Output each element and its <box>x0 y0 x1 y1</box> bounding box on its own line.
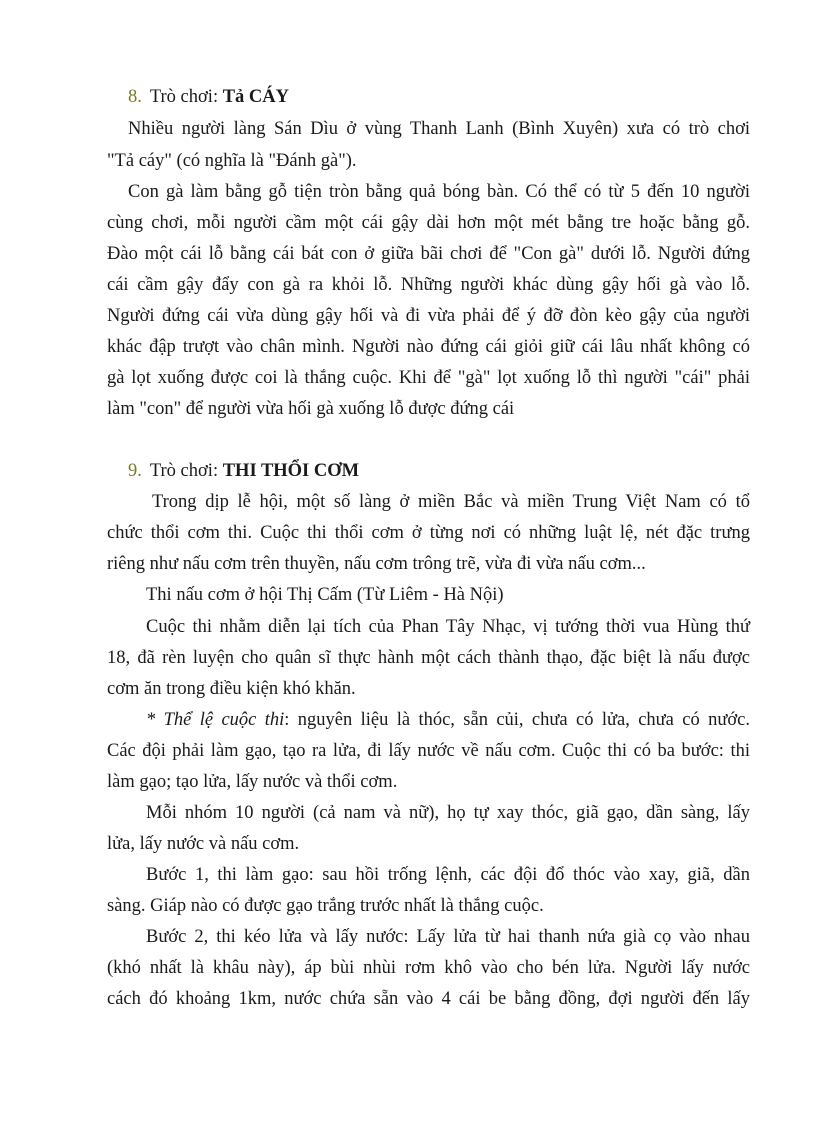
section-9-title: THI THỔI CƠM <box>222 461 360 481</box>
section-8-heading <box>128 82 771 112</box>
section-9-number: 9. <box>128 461 142 481</box>
rules-line <box>146 705 750 735</box>
paragraph-line: "Tả cáy" (có nghĩa là "Đánh gà"). <box>107 151 357 171</box>
section-8-prefix: Trò chơi: <box>149 87 223 107</box>
paragraph-line: lửa, lấy nước và nấu cơm. <box>107 834 300 854</box>
paragraph-line: cơm ăn trong điều kiện khó khăn. <box>107 679 356 699</box>
paragraph-line: làm "con" để người vừa hối gà xuống lỗ được đứng cái <box>107 399 515 419</box>
paragraph-line: Trong dịp lễ hội, một số làng ở miền Bắc và miền Trung Việt Nam có tổ <box>152 492 750 512</box>
section-8-number: 8. <box>128 87 142 107</box>
section-9-heading <box>128 456 771 486</box>
paragraph-line: gà lọt xuống được coi là thắng cuộc. Khi để "gà" lọt xuống lỗ thì người "cái" phải <box>107 368 750 388</box>
subheading: Thi nấu cơm ở hội Thị Cấm (Từ Liêm - Hà Nội) <box>146 585 504 605</box>
paragraph-line: riêng như nấu cơm trên thuyền, nấu cơm trông trẽ, vừa đi vừa nấu cơm... <box>107 554 646 574</box>
paragraph-line: (khó nhất là khâu này), áp bùi nhùi rơm khô vào cho bén lửa. Người lấy nước <box>107 958 750 978</box>
paragraph-line: làm gạo; tạo lửa, lấy nước và thổi cơm. <box>107 772 398 792</box>
paragraph-line: sàng. Giáp nào có được gạo trắng trước nhất là thắng cuộc. <box>107 896 544 916</box>
paragraph-line: Nhiều người làng Sán Dìu ở vùng Thanh Lanh (Bình Xuyên) xưa có trò chơi <box>128 119 750 139</box>
paragraph-line: Con gà làm bằng gỗ tiện tròn bằng quả bóng bàn. Có thể có từ 5 đến 10 người <box>128 182 750 202</box>
section-8-title: Tả CÁY <box>222 87 290 107</box>
paragraph-line: Các đội phải làm gạo, tạo ra lửa, đi lấy nước về nấu cơm. Cuộc thi có ba bước: thi <box>107 741 750 761</box>
rules-label: * Thể lệ cuộc thi <box>146 710 285 730</box>
paragraph-line: Cuộc thi nhằm diễn lại tích của Phan Tây Nhạc, vị tướng thời vua Hùng thứ <box>146 617 750 637</box>
paragraph-line: Đào một cái lỗ bằng cái bát con ở giữa bãi chơi để "Con gà" dưới lỗ. Người đứng <box>107 244 750 264</box>
paragraph-line: cùng chơi, mỗi người cầm một cái gậy dài hơn một mét bằng tre hoặc bằng gỗ. <box>107 213 750 233</box>
paragraph-line: 18, đã rèn luyện cho quân sĩ thực hành một cách thành thạo, đặc biệt là nấu được <box>107 648 750 668</box>
paragraph-line: khác đập trượt vào chân mình. Người nào đứng cái giỏi giữ cái lâu nhất không có <box>107 337 750 357</box>
section-9-prefix: Trò chơi: <box>149 461 223 481</box>
paragraph-line: chức thổi cơm thi. Cuộc thi thổi cơm ở từng nơi có những luật lệ, nét đặc trưng <box>107 523 750 543</box>
paragraph-line: Người đứng cái vừa dùng gậy hối và đi vừa phải để ý đỡ đòn kèo gậy của người <box>107 306 750 326</box>
rules-text: : nguyên liệu là thóc, sẵn củi, chưa có lửa, chưa có nước. <box>284 710 750 730</box>
paragraph-line: cái cầm gậy đẩy con gà ra khỏi lỗ. Những người khác dùng gậy hối gà vào lỗ. <box>107 275 750 295</box>
paragraph-line: cách đó khoảng 1km, nước chứa sẵn vào 4 cái be bằng đồng, đợi người đến lấy <box>107 989 750 1009</box>
paragraph-line: Bước 1, thi làm gạo: sau hồi trống lệnh, các đội đổ thóc vào xay, giã, dần <box>146 865 750 885</box>
paragraph-line: Bước 2, thi kéo lửa và lấy nước: Lấy lửa từ hai thanh nứa già cọ vào nhau <box>146 927 750 947</box>
paragraph-line: Mỗi nhóm 10 người (cả nam và nữ), họ tự xay thóc, giã gạo, dần sàng, lấy <box>146 803 750 823</box>
